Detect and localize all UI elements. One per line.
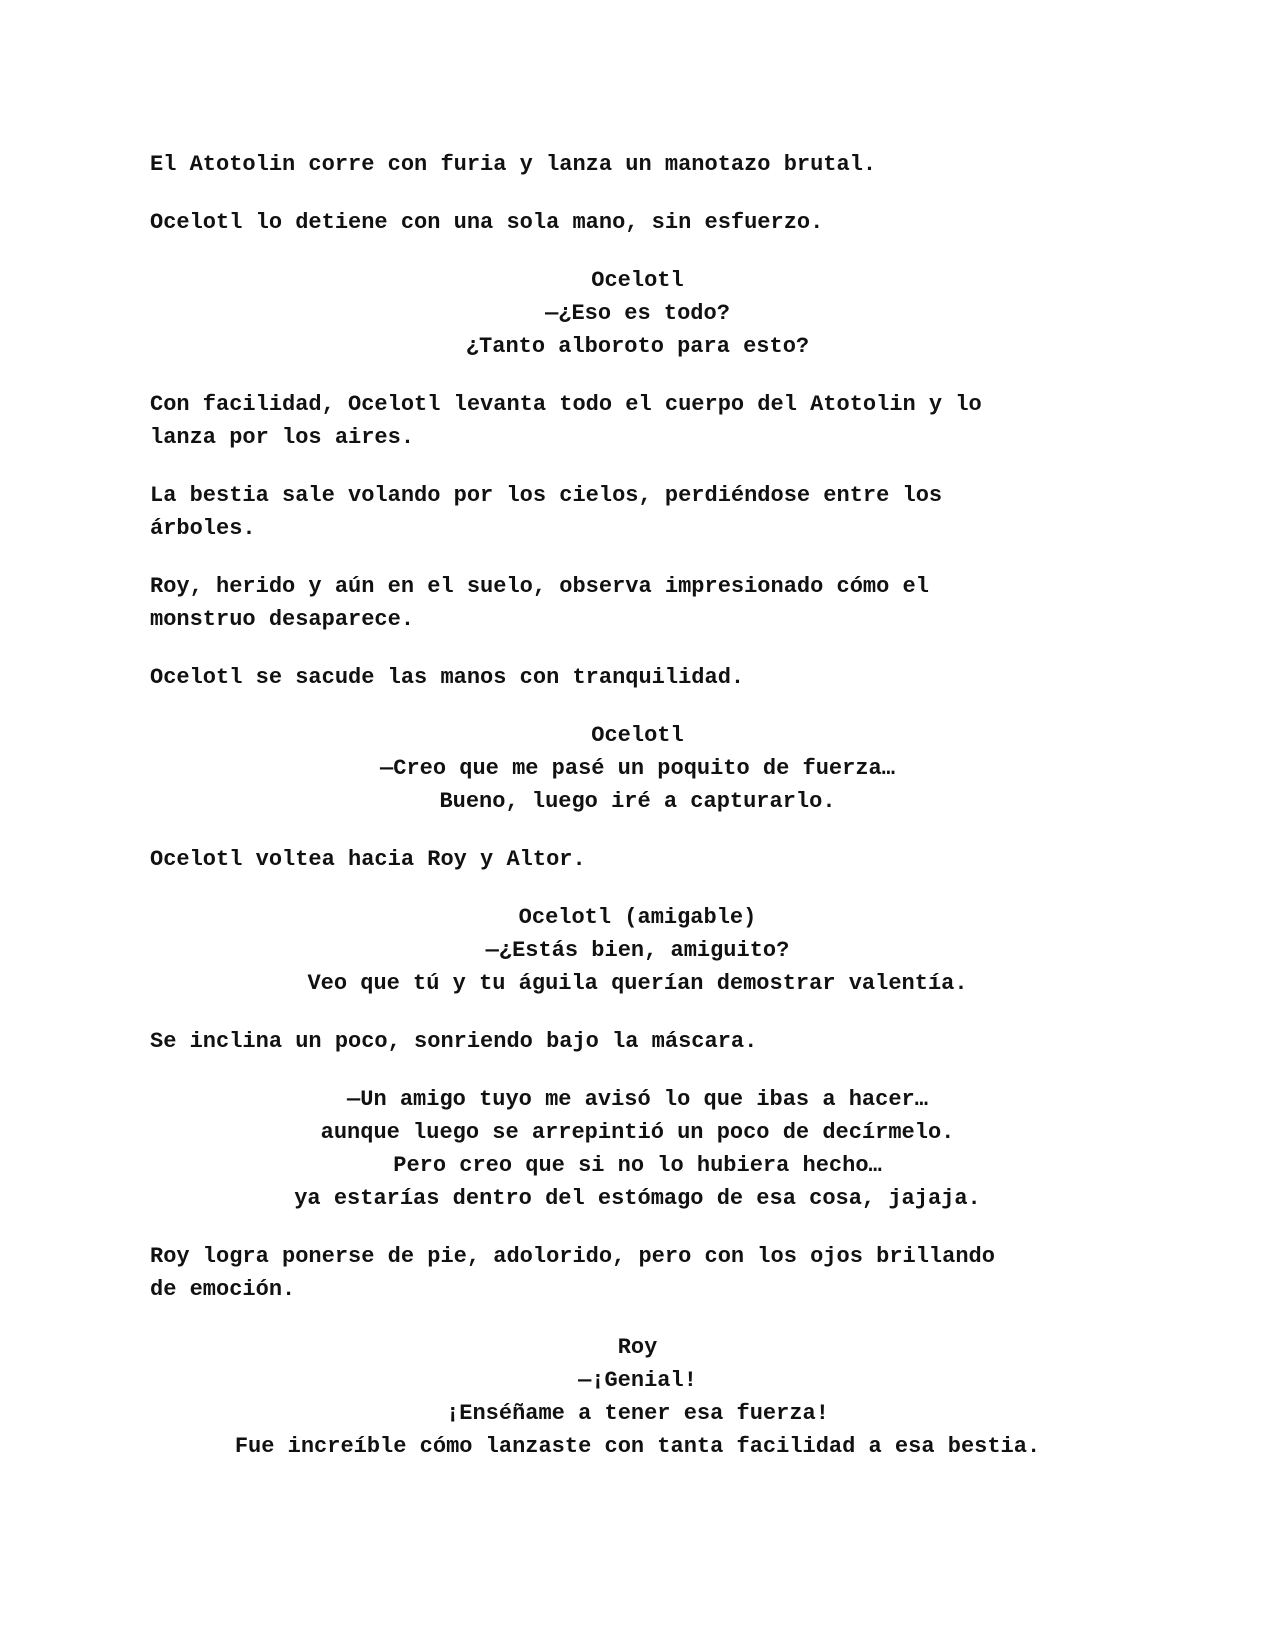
dialogue-line: —¿Eso es todo? — [545, 301, 730, 326]
action-paragraph — [150, 661, 1125, 694]
dialogue-line: Bueno, luego iré a capturarlo. — [439, 789, 836, 814]
dialogue-line: Pero creo que si no lo hubiera hecho… — [393, 1153, 882, 1178]
action-line: Con facilidad, Ocelotl levanta todo el cuerpo del Atotolin y lo — [150, 392, 982, 417]
action-line: árboles. — [150, 516, 256, 541]
dialogue-line: aunque luego se arrepintió un poco de decírmelo. — [320, 1120, 955, 1145]
action-line: monstruo desaparece. — [150, 607, 415, 632]
action-paragraph — [150, 570, 1125, 636]
action-line: El Atotolin corre con furia y lanza un manotazo brutal. — [150, 152, 877, 177]
action-line: Roy logra ponerse de pie, adolorido, pero con los ojos brillando — [150, 1244, 995, 1269]
action-paragraph — [150, 206, 1125, 239]
dialogue-block — [150, 719, 1125, 818]
character-name: Ocelotl (amigable) — [518, 905, 757, 930]
dialogue-line: Veo que tú y tu águila querían demostrar valentía. — [307, 971, 968, 996]
action-line: La bestia sale volando por los cielos, perdiéndose entre los — [150, 483, 943, 508]
action-line: lanza por los aires. — [150, 425, 415, 450]
dialogue-block — [150, 264, 1125, 363]
action-line: Ocelotl lo detiene con una sola mano, sin esfuerzo. — [150, 210, 824, 235]
action-paragraph — [150, 479, 1125, 545]
dialogue-line: —Creo que me pasé un poquito de fuerza… — [380, 756, 895, 781]
action-paragraph — [150, 843, 1125, 876]
action-line: Ocelotl voltea hacia Roy y Altor. — [150, 847, 586, 872]
action-line: Se inclina un poco, sonriendo bajo la máscara. — [150, 1029, 758, 1054]
dialogue-block — [150, 1331, 1125, 1463]
dialogue-line: Fue increíble cómo lanzaste con tanta facilidad a esa bestia. — [234, 1434, 1041, 1459]
action-paragraph — [150, 1240, 1125, 1306]
script-content — [150, 148, 1125, 1488]
action-paragraph — [150, 388, 1125, 454]
action-line: Roy, herido y aún en el suelo, observa impresionado cómo el — [150, 574, 929, 599]
action-line: Ocelotl se sacude las manos con tranquilidad. — [150, 665, 745, 690]
dialogue-line: ¿Tanto alboroto para esto? — [465, 334, 810, 359]
character-name: Ocelotl — [591, 268, 684, 293]
action-paragraph — [150, 1025, 1125, 1058]
dialogue-line: —¿Estás bien, amiguito? — [485, 938, 790, 963]
character-name: Roy — [617, 1335, 658, 1360]
action-line: de emoción. — [150, 1277, 296, 1302]
dialogue-block — [150, 901, 1125, 1000]
dialogue-line: —Un amigo tuyo me avisó lo que ibas a hacer… — [347, 1087, 928, 1112]
dialogue-line: —¡Genial! — [578, 1368, 697, 1393]
action-paragraph — [150, 148, 1125, 181]
character-name: Ocelotl — [591, 723, 684, 748]
dialogue-line: ¡Enséñame a tener esa fuerza! — [446, 1401, 829, 1426]
dialogue-block — [150, 1083, 1125, 1215]
dialogue-line: ya estarías dentro del estómago de esa cosa, jajaja. — [294, 1186, 981, 1211]
